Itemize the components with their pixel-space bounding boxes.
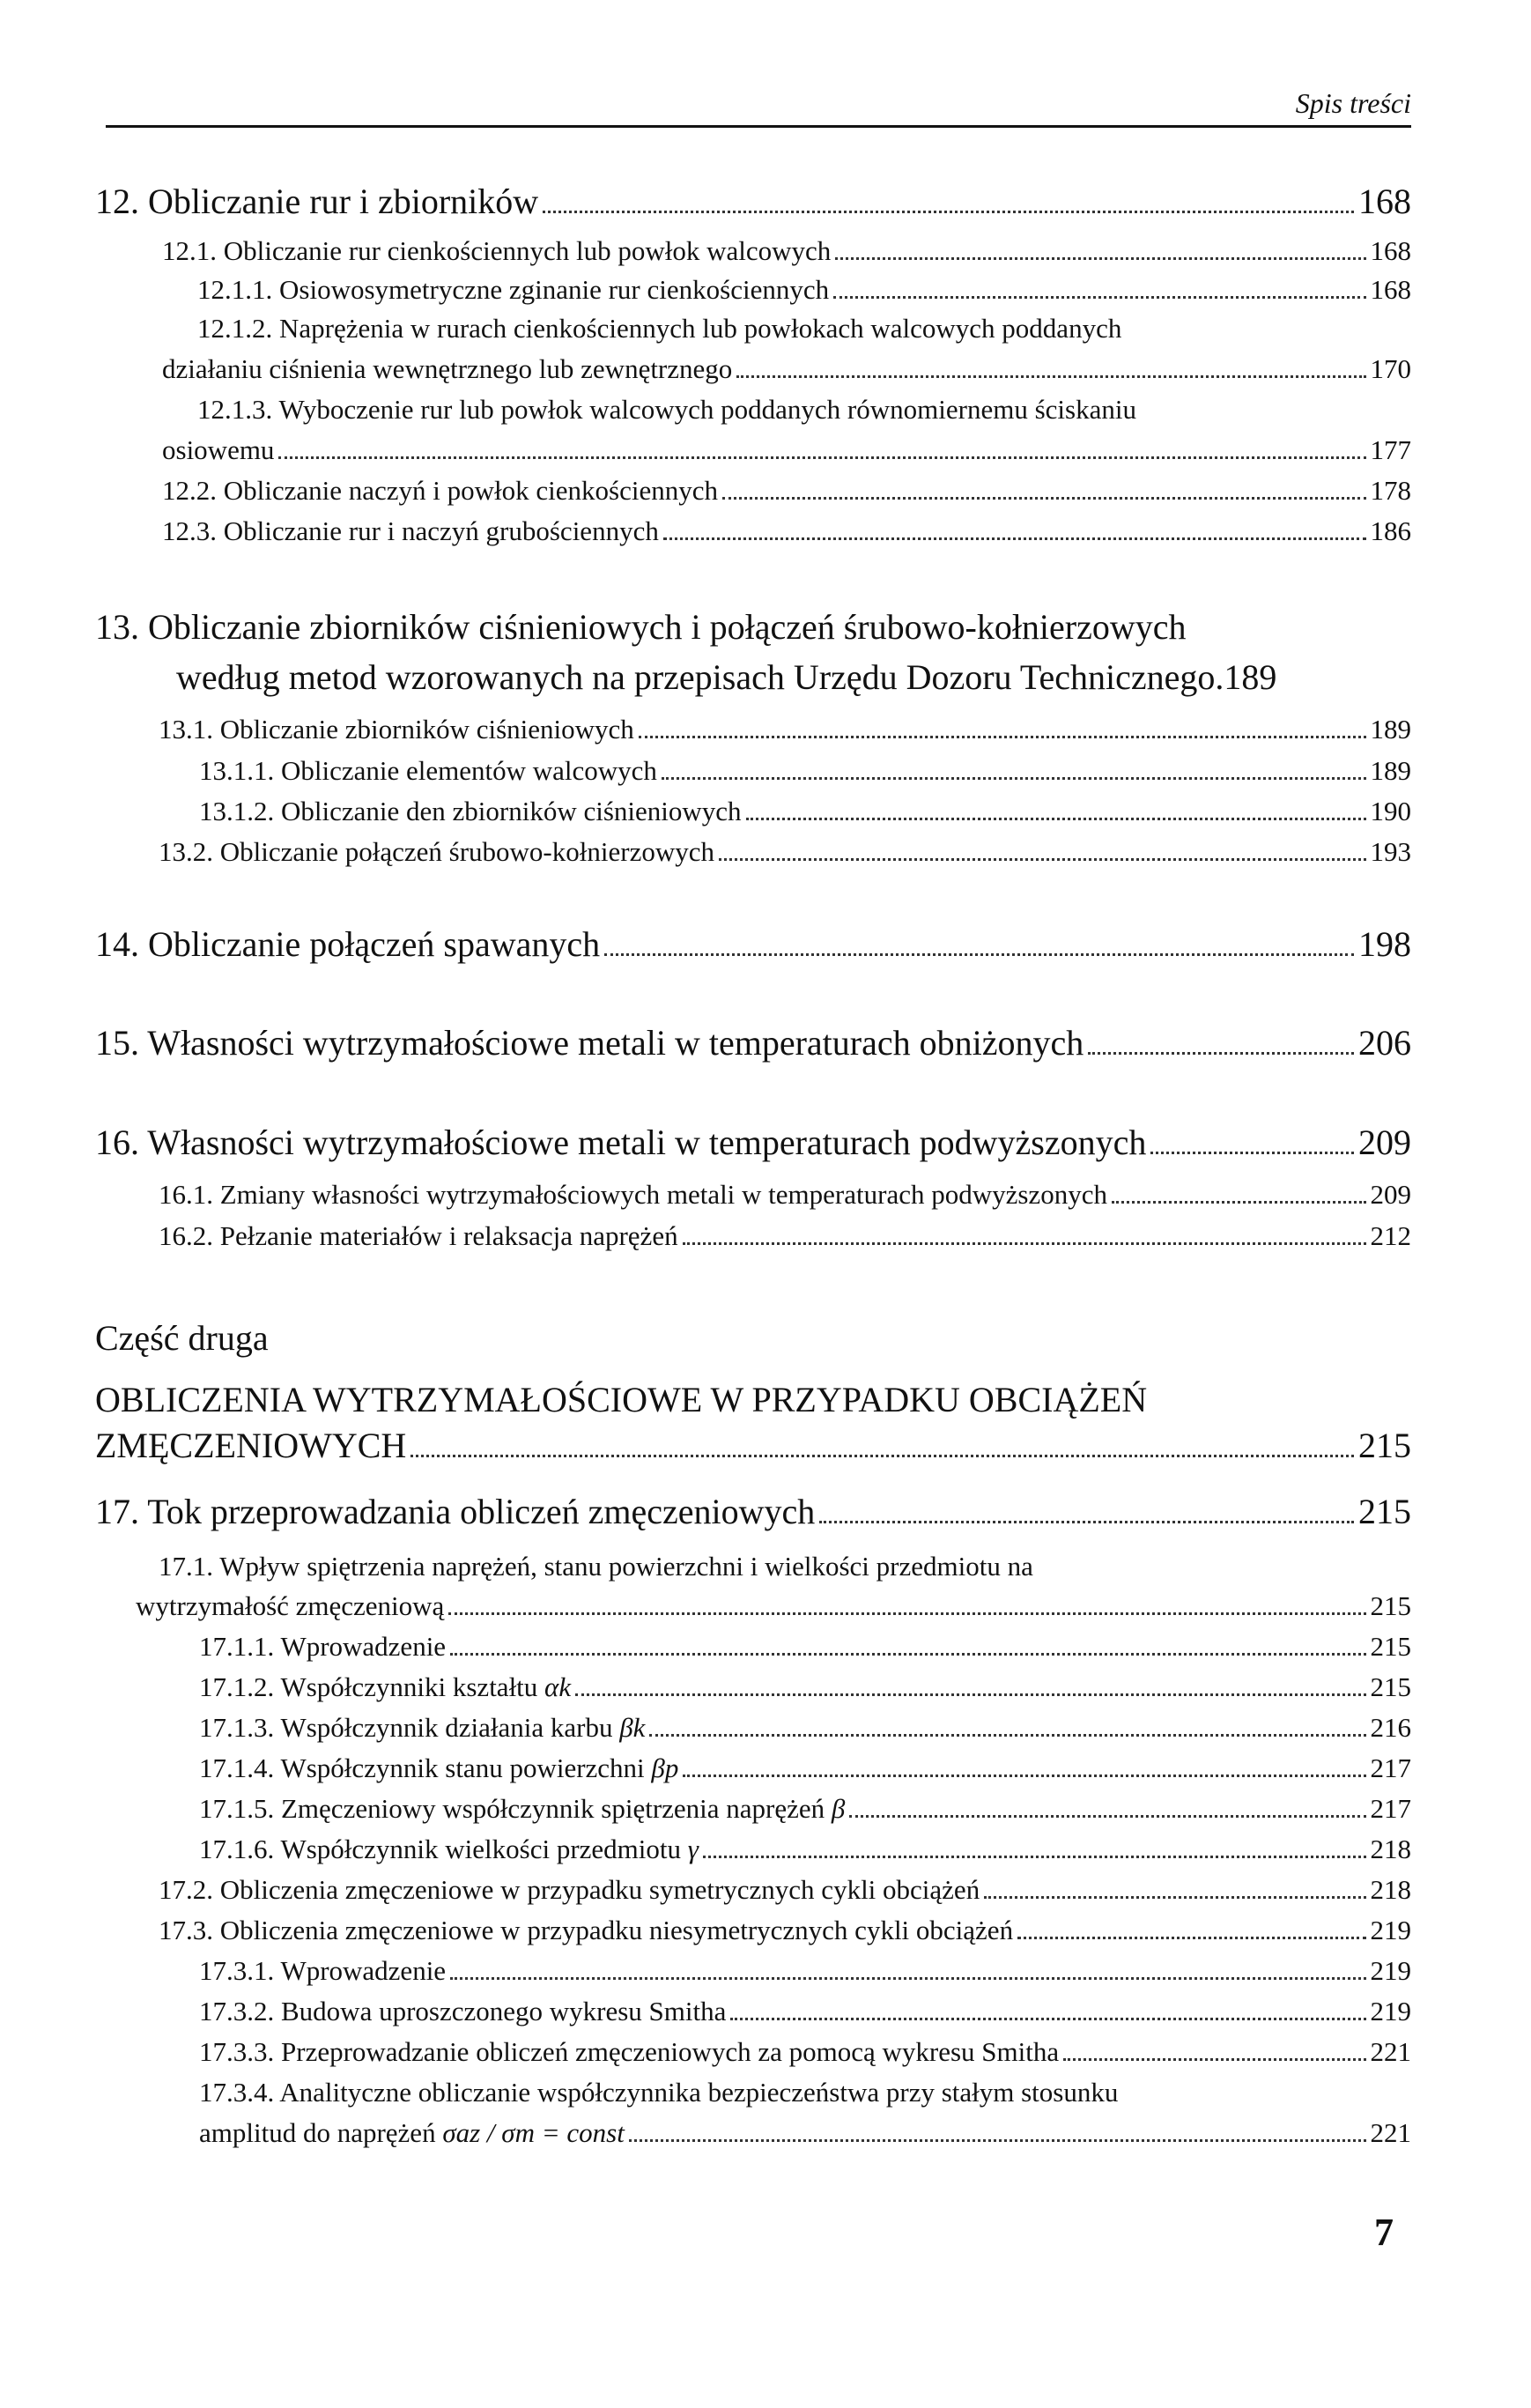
toc-section-17-1-5[interactable]: 17.1.5. Zmęczeniowy współczynnik spiętrzenia naprężeń β 217: [199, 1793, 1411, 1824]
toc-section-17-2[interactable]: 17.2. Obliczenia zmęczeniowe w przypadku symetrycznych cykli obciążeń 218: [159, 1874, 1411, 1905]
toc-section-12-2[interactable]: 12.2. Obliczanie naczyń i powłok cienkościennych 178: [162, 475, 1411, 506]
toc-section-12-1-3-line1[interactable]: 12.1.3. Wyboczenie rur lub powłok walcowych poddanych równomiernemu ściskaniu: [197, 394, 1136, 425]
toc-section-12-1-2-line1[interactable]: 12.1.2. Naprężenia w rurach cienkościennych lub powłokach walcowych poddanych: [197, 313, 1122, 344]
toc-section-16-1[interactable]: 16.1. Zmiany własności wytrzymałościowych metali w temperaturach podwyższonych 209: [159, 1179, 1411, 1210]
toc-section-16-2[interactable]: 16.2. Pełzanie materiałów i relaksacja naprężeń 212: [159, 1220, 1411, 1251]
page-number: 7: [1374, 2211, 1394, 2254]
toc-section-12-3[interactable]: 12.3. Obliczanie rur i naczyń grubościennych 186: [162, 515, 1411, 546]
toc-section-17-3-2[interactable]: 17.3.2. Budowa uproszczonego wykresu Smitha 219: [199, 1996, 1411, 2026]
toc-section-12-1[interactable]: 12.1. Obliczanie rur cienkościennych lub powłok walcowych 168: [162, 235, 1411, 266]
alpha-k-symbol: αk: [544, 1671, 572, 1702]
part-title-line1[interactable]: OBLICZENIA WYTRZYMAŁOŚCIOWE W PRZYPADKU OBCIĄŻEŃ: [95, 1380, 1148, 1419]
toc-chapter-13-line1[interactable]: 13. Obliczanie zbiorników ciśnieniowych i połączeń śrubowo-kołnierzowych: [95, 607, 1187, 647]
toc-part-2[interactable]: ZMĘCZENIOWYCH 215: [95, 1426, 1411, 1465]
gamma-symbol: γ: [687, 1834, 699, 1864]
toc-section-17-3-1[interactable]: 17.3.1. Wprowadzenie 219: [199, 1955, 1411, 1986]
toc-section-17-3-3[interactable]: 17.3.3. Przeprowadzanie obliczeń zmęczeniowych za pomocą wykresu Smitha 221: [199, 2036, 1411, 2067]
toc-section-17-1-3[interactable]: 17.1.3. Współczynnik działania karbu βk 216: [199, 1712, 1411, 1743]
toc-section-13-2[interactable]: 13.2. Obliczanie połączeń śrubowo-kołnierzowych 193: [159, 836, 1411, 867]
toc-section-17-3-4[interactable]: amplitud do naprężeń σaz / σm = const 221: [199, 2117, 1411, 2148]
toc-section-17-1-line1[interactable]: 17.1. Wpływ spiętrzenia naprężeń, stanu powierzchni i wielkości przedmiotu na: [159, 1551, 1033, 1582]
toc-section-12-1-3[interactable]: osiowemu 177: [162, 434, 1411, 465]
toc-section-17-1-2[interactable]: 17.1.2. Współczynniki kształtu αk 215: [199, 1671, 1411, 1702]
toc-chapter-12[interactable]: 12. Obliczanie rur i zbiorników 168: [95, 182, 1411, 221]
toc-section-13-1-1[interactable]: 13.1.1. Obliczanie elementów walcowych 189: [199, 755, 1411, 786]
toc-section-13-1-2[interactable]: 13.1.2. Obliczanie den zbiorników ciśnieniowych 190: [199, 796, 1411, 826]
toc-section-17-3-4-line1[interactable]: 17.3.4. Analityczne obliczanie współczynnika bezpieczeństwa przy stałym stosunku: [199, 2077, 1119, 2108]
part-label: Część druga: [95, 1318, 269, 1358]
toc-section-12-1-1[interactable]: 12.1.1. Osiowosymetryczne zginanie rur cienkościennych 168: [197, 274, 1411, 305]
toc-section-13-1[interactable]: 13.1. Obliczanie zbiorników ciśnieniowych 189: [159, 714, 1411, 745]
toc-section-12-1-2[interactable]: działaniu ciśnienia wewnętrznego lub zewnętrznego 170: [162, 353, 1411, 384]
beta-symbol: β: [831, 1793, 846, 1824]
running-title: Spis treści: [1295, 87, 1411, 119]
toc-section-17-1-1[interactable]: 17.1.1. Wprowadzenie 215: [199, 1631, 1411, 1662]
toc-chapter-16[interactable]: 16. Własności wytrzymałościowe metali w temperaturach podwyższonych 209: [95, 1122, 1411, 1162]
toc-section-17-3[interactable]: 17.3. Obliczenia zmęczeniowe w przypadku niesymetrycznych cykli obciążeń 219: [159, 1915, 1411, 1945]
toc-chapter-15[interactable]: 15. Własności wytrzymałościowe metali w temperaturach obniżonych 206: [95, 1023, 1411, 1063]
toc-section-17-1[interactable]: wytrzymałość zmęczeniową 215: [136, 1590, 1411, 1621]
page-header: [106, 81, 1411, 128]
toc-chapter-13[interactable]: według metod wzorowanych na przepisach Urzędu Dozoru Technicznego. 189: [176, 657, 1277, 697]
toc-section-17-1-4[interactable]: 17.1.4. Współczynnik stanu powierzchni βp 217: [199, 1752, 1411, 1783]
stress-ratio-formula: σaz / σm = const: [442, 2117, 625, 2148]
toc-chapter-17[interactable]: 17. Tok przeprowadzania obliczeń zmęczeniowych 215: [95, 1492, 1411, 1531]
toc-chapter-14[interactable]: 14. Obliczanie połączeń spawanych 198: [95, 924, 1411, 964]
beta-p-symbol: βp: [651, 1752, 679, 1783]
toc-section-17-1-6[interactable]: 17.1.6. Współczynnik wielkości przedmiotu γ 218: [199, 1834, 1411, 1864]
beta-k-symbol: βk: [619, 1712, 646, 1743]
